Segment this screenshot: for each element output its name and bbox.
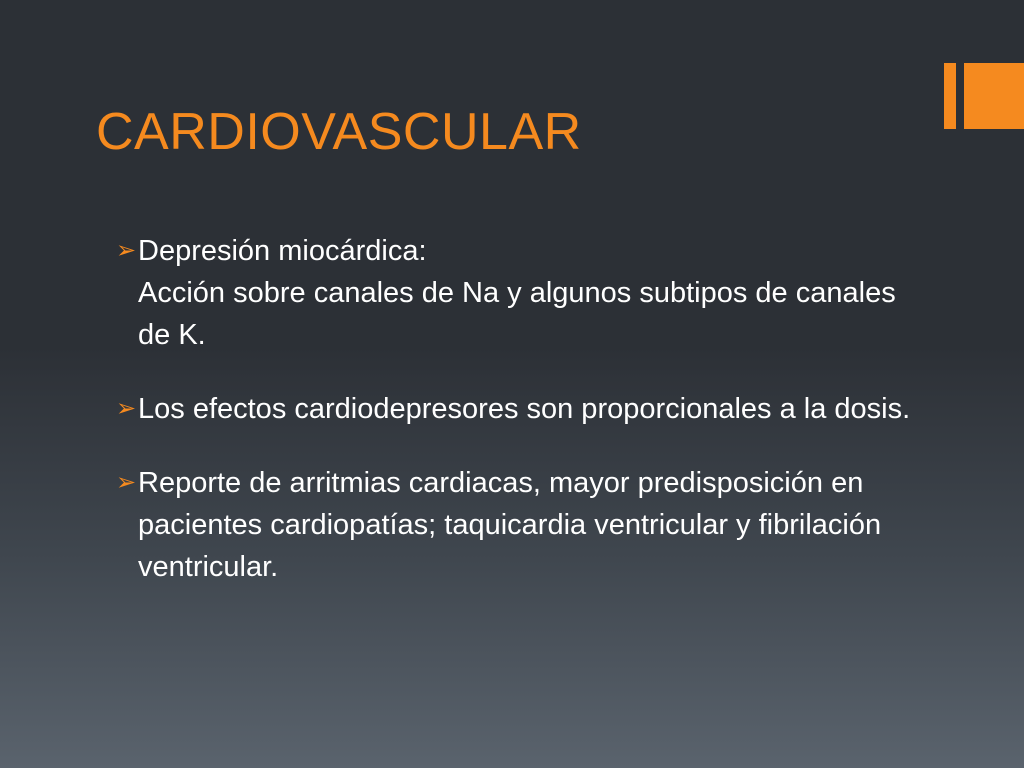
arrow-bullet-icon: ➢ [116, 237, 137, 264]
slide-title: CARDIOVASCULAR [96, 103, 582, 161]
sub-paragraph [116, 272, 916, 356]
bullet-text: Los efectos cardiodepresores son proporcionales a la dosis. [138, 393, 911, 425]
bullet-text: Depresión miocárdica: [138, 235, 427, 267]
spacer [116, 430, 916, 462]
decoration-bar-wide [964, 63, 1024, 129]
bullet-text: Reporte de arritmias cardiacas, mayor predisposición en pacientes cardiopatías; taquicardia ventricular y fibrilación ventricular. [138, 467, 882, 583]
arrow-bullet-icon: ➢ [116, 469, 137, 496]
bullet-item [116, 388, 916, 430]
spacer [116, 356, 916, 388]
bullet-item [116, 462, 916, 588]
decoration-bar-thin [944, 63, 956, 129]
slide-body [116, 230, 916, 588]
corner-decoration [944, 63, 1024, 129]
sub-text: Acción sobre canales de Na y algunos subtipos de canales de K. [138, 277, 896, 351]
bullet-item [116, 230, 916, 272]
arrow-bullet-icon: ➢ [116, 395, 137, 422]
